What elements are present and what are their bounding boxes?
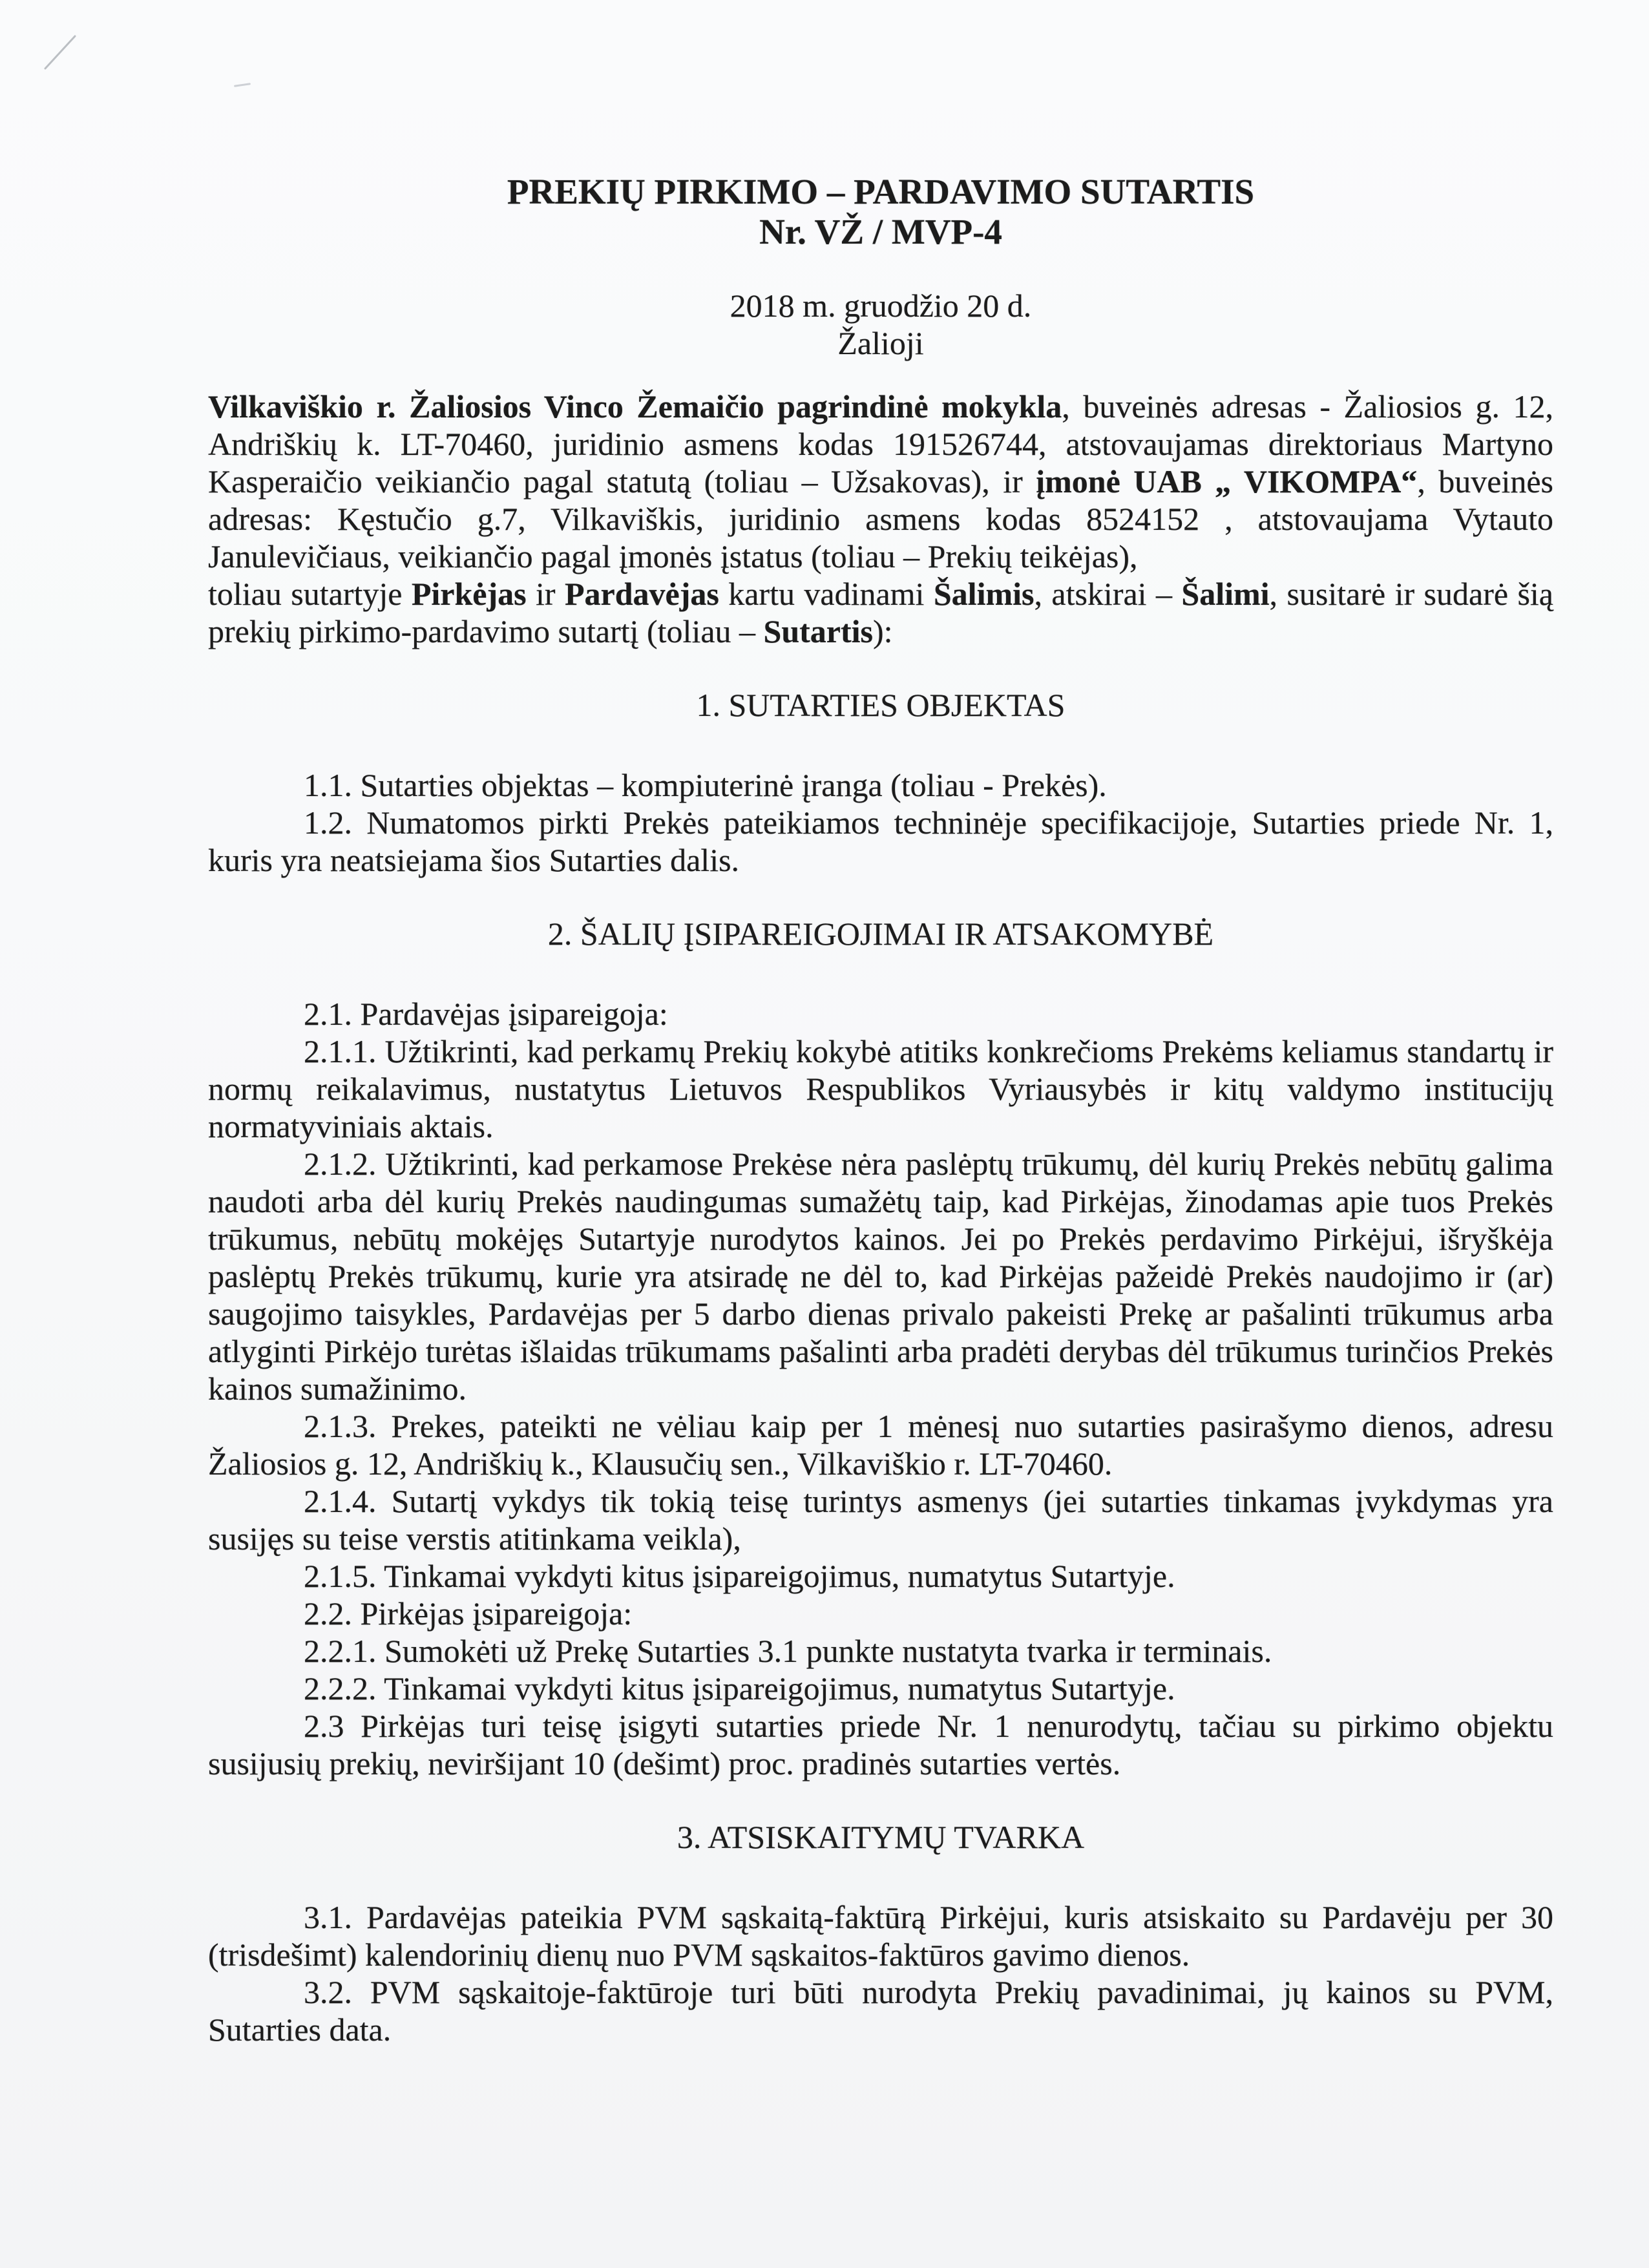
text-run: 3.2. PVM sąskaitoje-faktūroje turi būti nurodyta Prekių pavadinimai, jų kainos su PVM, Sutarties data. <box>208 1974 1553 2048</box>
paragraph <box>208 1482 1553 1557</box>
bold-text-run: Pirkėjas <box>411 576 527 612</box>
document-date: 2018 m. gruodžio 20 d. <box>730 288 1032 324</box>
text-run: 1.1. Sutarties objektas – kompiuterinė įranga (toliau - Prekės). <box>304 767 1107 803</box>
text-run: , atskirai – <box>1034 576 1182 612</box>
bold-text-run: Šalimi <box>1181 576 1270 612</box>
paragraph <box>208 1557 1553 1595</box>
text-run: 2.2.1. Sumokėti už Prekę Sutarties 3.1 punkte nustatyta tvarka ir terminais. <box>304 1633 1272 1669</box>
paragraph <box>208 1145 1553 1407</box>
text-run: , buveinės adresas - Žaliosios g. 12, Andriškių k. LT-70460, juridinio asmens kodas 191526744, atstovaujamas direktoriaus Martyno Kasperaičio veikiančio pagal statutą (toliau – Užsakovas), ir <box>208 388 1554 499</box>
paragraph <box>208 1707 1553 1782</box>
bold-text-run: Šalimis <box>933 576 1035 612</box>
document-number: Nr. VŽ / MVP-4 <box>759 212 1002 251</box>
paragraph <box>208 1632 1553 1670</box>
document-title: PREKIŲ PIRKIMO – PARDAVIMO SUTARTIS <box>507 172 1255 211</box>
text-run: 2.2. Pirkėjas įsipareigoja: <box>304 1595 633 1632</box>
paragraph <box>208 1407 1553 1482</box>
text-run: 2.1. Pardavėjas įsipareigoja: <box>304 996 668 1032</box>
contract-document <box>208 172 1553 2048</box>
paragraph <box>208 388 1553 575</box>
text-run: 2.1.5. Tinkamai vykdyti kitus įsipareigojimus, numatytus Sutartyje. <box>304 1558 1175 1594</box>
text-run: , buveinės adresas: Kęstučio g.7, Vilkaviškis, juridinio asmens kodas 8524152 , atstovaujama Vytauto Janulevičiaus, veikiančio pagal įmonės įstatus (toliau – Prekių teikėjas), <box>208 463 1553 574</box>
text-run: 1.2. Numatomos pirkti Prekės pateikiamos techninėje specifikacijoje, Sutarties priede Nr. 1, kuris yra neatsiejama šios Sutarties dalis. <box>208 804 1553 878</box>
bold-text-run: Sutartis <box>763 613 873 649</box>
contract-body <box>208 388 1553 2048</box>
paragraph <box>208 575 1553 650</box>
section-heading: 3. ATSISKAITYMŲ TVARKA <box>677 1819 1085 1855</box>
bold-text-run: Vilkaviškio r. Žaliosios Vinco Žemaičio pagrindinė mokykla <box>208 388 1062 425</box>
paragraph <box>208 1898 1553 1973</box>
paragraph <box>208 766 1553 804</box>
text-run: 3.1. Pardavėjas pateikia PVM sąskaitą-faktūrą Pirkėjui, kuris atsiskaito su Pardavėju per 30 (trisdešimt) kalendorinių dienų nuo PVM sąskaitos-faktūros gavimo dienos. <box>208 1899 1553 1973</box>
scan-scratch-artifact <box>43 32 78 71</box>
text-run: 2.3 Pirkėjas turi teisę įsigyti sutarties priede Nr. 1 nenurodytų, tačiau su pirkimo objektu susijusių prekių, neviršijant 10 (dešimt) proc. pradinės sutarties vertės. <box>208 1708 1553 1781</box>
section-heading: 1. SUTARTIES OBJEKTAS <box>696 687 1066 723</box>
text-run: , susitarė ir sudarė šią prekių pirkimo-pardavimo sutartį (toliau – <box>208 576 1554 649</box>
paragraph <box>208 1973 1553 2048</box>
paragraph <box>208 804 1553 879</box>
paragraph <box>208 1595 1553 1632</box>
document-place: Žalioji <box>837 325 924 361</box>
bold-text-run: Pardavėjas <box>564 576 719 612</box>
text-run: 2.1.4. Sutartį vykdys tik tokią teisę turintys asmenys (jei sutarties tinkamas įvykdymas yra susijęs su teise verstis atitinkama veikla), <box>208 1483 1553 1557</box>
text-run: ): <box>873 613 893 649</box>
paragraph <box>208 1670 1553 1707</box>
bold-text-run: įmonė UAB „ VIKOMPA“ <box>1036 463 1418 499</box>
section-heading: 2. ŠALIŲ ĮSIPAREIGOJIMAI IR ATSAKOMYBĖ <box>547 916 1214 952</box>
text-run: kartu vadinami <box>719 576 934 612</box>
text-run: toliau sutartyje <box>208 576 412 612</box>
paragraph <box>208 995 1553 1033</box>
text-run: 2.2.2. Tinkamai vykdyti kitus įsipareigojimus, numatytus Sutartyje. <box>304 1670 1175 1706</box>
scan-speck-artifact <box>234 83 251 87</box>
date-block <box>208 287 1553 362</box>
text-run: 2.1.2. Užtikrinti, kad perkamose Prekėse nėra paslėptų trūkumų, dėl kurių Prekės nebūtų galima naudoti arba dėl kurių Prekės naudingumas sumažėtų taip, kad Pirkėjas, žinodamas apie tuos Prekės trūkumus, nebūtų mokėjęs Sutartyje nurodytos kainos. Jei po Prekės perdavimo Pirkėjui, išryškėja paslėptų Prekės trūkumų, kurie yra atsiradę ne dėl to, kad Pirkėjas pažeidė Prekės naudojimo ir (ar) saugojimo taisykles, Pardavėjas per 5 darbo dienas privalo pakeisti Prekę ar pašalinti trūkumus arba atlyginti Pirkėjo turėtas išlaidas trūkumams pašalinti arba pradėti derybas dėl trūkumus turinčios Prekės kainos sumažinimo. <box>208 1146 1553 1407</box>
text-run: ir <box>526 576 565 612</box>
text-run: 2.1.3. Prekes, pateikti ne vėliau kaip per 1 mėnesį nuo sutarties pasirašymo dienos, adresu Žaliosios g. 12, Andriškių k., Klausučių sen., Vilkaviškio r. LT-70460. <box>208 1408 1553 1482</box>
text-run: 2.1.1. Užtikrinti, kad perkamų Prekių kokybė atitiks konkrečioms Prekėms keliamus standartų ir normų reikalavimus, nustatytus Lietuvos Respublikos Vyriausybės ir kitų valdymo institucijų normatyviniais aktais. <box>208 1033 1553 1144</box>
paragraph <box>208 1033 1553 1145</box>
